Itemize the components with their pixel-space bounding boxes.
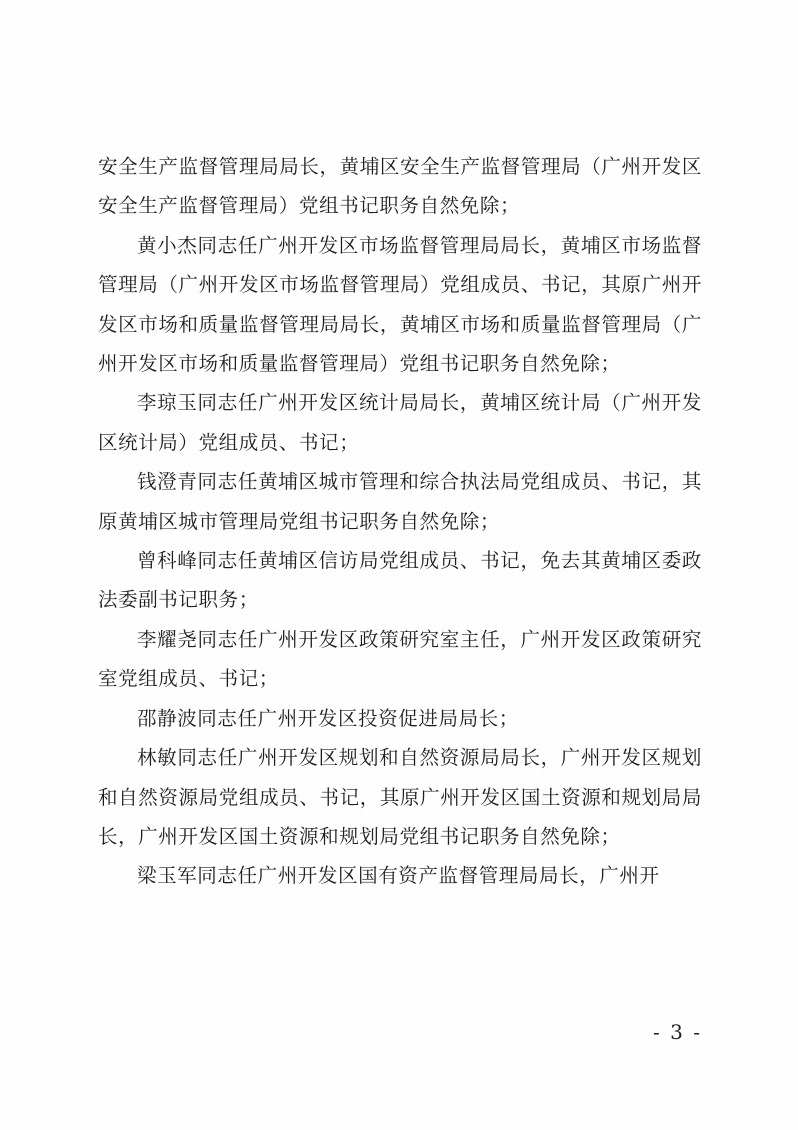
paragraph-continued: 安全生产监督管理局局长，黄埔区安全生产监督管理局（广州开发区安全生产监督管理局）党组书记职务自然免除； bbox=[98, 155, 702, 218]
page-number: - 3 - bbox=[653, 1020, 702, 1044]
document-body bbox=[98, 147, 702, 896]
paragraph-zeng-kefeng: 曾科峰同志任黄埔区信访局党组成员、书记，免去其黄埔区委政法委副书记职务； bbox=[98, 549, 702, 612]
paragraph-qian-chengqing: 钱澄青同志任黄埔区城市管理和综合执法局党组成员、书记，其原黄埔区城市管理局党组书记职务自然免除； bbox=[98, 470, 702, 533]
paragraph-liang-yujun: 梁玉军同志任广州开发区国有资产监督管理局局长，广州开 bbox=[137, 864, 660, 888]
paragraph-shao-jingbo: 邵静波同志任广州开发区投资促进局局长； bbox=[137, 706, 519, 730]
paragraph-li-qiongyu: 李琼玉同志任广州开发区统计局局长，黄埔区统计局（广州开发区统计局）党组成员、书记； bbox=[98, 391, 702, 454]
paragraph-lin-min: 林敏同志任广州开发区规划和自然资源局局长，广州开发区规划和自然资源局党组成员、书记，其原广州开发区国土资源和规划局局长，广州开发区国土资源和规划局党组书记职务自然免除； bbox=[98, 746, 702, 848]
paragraph-huang-xiaojie: 黄小杰同志任广州开发区市场监督管理局局长，黄埔区市场监督管理局（广州开发区市场监督管理局）党组成员、书记，其原广州开发区市场和质量监督管理局局长，黄埔区市场和质量监督管理局（广州开发区市场和质量监督管理局）党组书记职务自然免除； bbox=[98, 233, 702, 376]
paragraph-li-yaoyao: 李耀尧同志任广州开发区政策研究室主任，广州开发区政策研究室党组成员、书记； bbox=[98, 627, 702, 691]
